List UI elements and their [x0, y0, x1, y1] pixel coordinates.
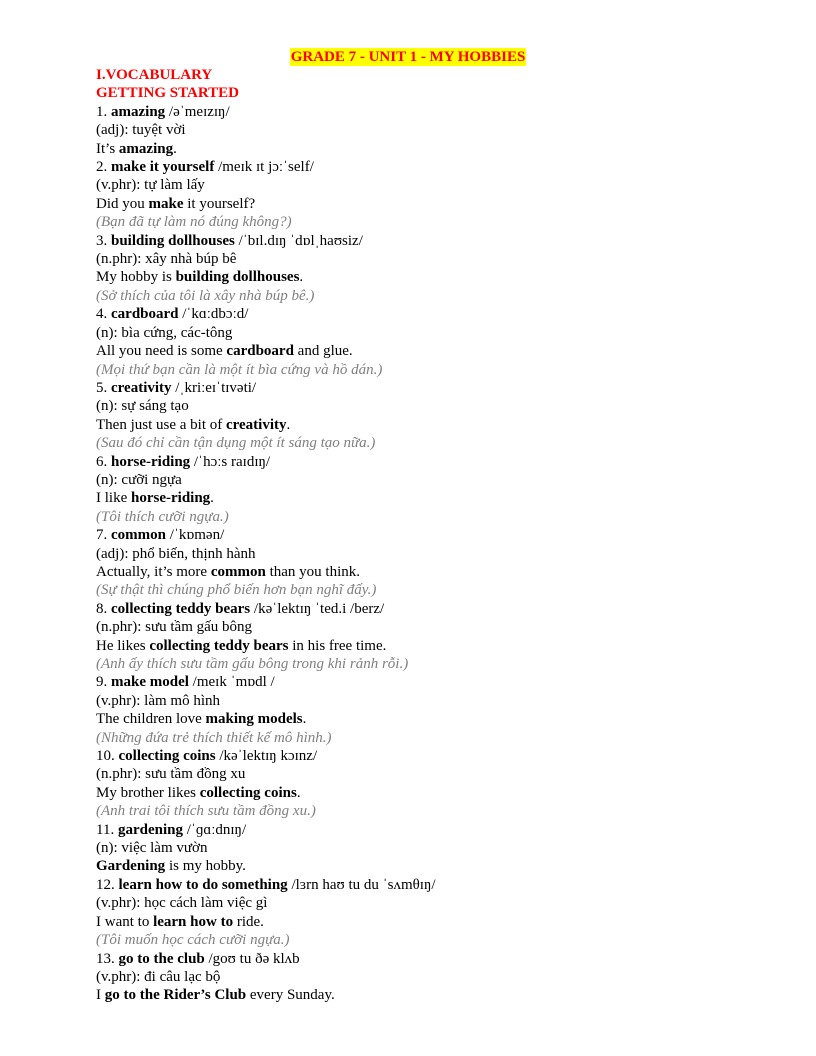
- vocab-ipa: /ˌkriːeɪˈtɪvəti/: [171, 379, 257, 396]
- example-text: I: [96, 987, 105, 1004]
- vocab-entry: [96, 747, 796, 821]
- vocab-entry: [96, 821, 796, 876]
- vocab-meaning: (n): sự sáng tạo: [96, 398, 189, 415]
- vocab-number: 1.: [96, 103, 111, 120]
- example-text: .: [286, 416, 291, 433]
- example-keyword: collecting coins: [199, 784, 297, 801]
- vocabulary-list: [96, 103, 796, 1005]
- vocab-headword-line: [96, 103, 796, 121]
- section-heading: I.VOCABULARY: [96, 67, 213, 83]
- vocab-meaning: (n): bìa cứng, các-tông: [96, 324, 233, 341]
- example-text: it yourself?: [183, 195, 256, 212]
- vocab-example: [96, 140, 796, 158]
- vocab-headword-line: [96, 876, 796, 894]
- vocab-ipa: /kəˈlektɪŋ kɔɪnz/: [215, 748, 318, 765]
- vocab-word: gardening: [117, 821, 183, 838]
- vocab-ipa: /lɜrn haʊ tu du ˈsʌmθɪŋ/: [287, 876, 436, 893]
- vocab-word: make it yourself: [111, 159, 215, 176]
- vocab-headword-line: [96, 526, 796, 544]
- vocab-meaning: (v.phr): tự làm lấy: [96, 177, 205, 194]
- example-text: Did you: [96, 195, 149, 212]
- vocab-headword-line: [96, 379, 796, 397]
- vocab-word: building dollhouses: [111, 232, 235, 249]
- vocab-word: collecting coins: [118, 748, 216, 765]
- vocab-translation: (Sự thật thì chúng phổ biến hơn bạn nghĩ đấy.): [96, 582, 377, 599]
- example-text: The children love: [96, 711, 206, 728]
- vocab-meaning: (v.phr): học cách làm việc gì: [96, 895, 268, 912]
- vocab-ipa: /əˈmeɪzɪŋ/: [165, 103, 230, 120]
- vocab-entry: [96, 305, 796, 379]
- example-keyword: learn how to: [153, 913, 234, 930]
- vocab-headword-line: [96, 305, 796, 323]
- vocab-number: 13.: [96, 950, 119, 967]
- vocab-entry: [96, 103, 796, 158]
- vocab-ipa: /goʊ tu ðə klʌb: [204, 950, 300, 967]
- vocab-word: cardboard: [111, 306, 179, 323]
- example-text: All you need is some: [96, 343, 227, 360]
- vocab-ipa: /ˈhɔːs raɪdɪŋ/: [190, 453, 271, 470]
- vocab-meaning: (n.phr): sưu tầm gấu bông: [96, 619, 253, 636]
- vocab-word: learn how to do something: [118, 876, 288, 893]
- vocab-meaning: (adj): tuyệt vời: [96, 122, 186, 139]
- vocab-headword-line: [96, 158, 796, 176]
- vocab-ipa: /meɪk ɪt jɔːˈself/: [214, 159, 314, 176]
- vocab-ipa: /meɪk ˈmɒdl /: [188, 674, 275, 691]
- vocab-meaning: (adj): phổ biến, thịnh hành: [96, 545, 256, 562]
- example-keyword: go to the Rider’s Club: [104, 987, 247, 1004]
- vocab-example: [96, 268, 796, 286]
- example-keyword: cardboard: [226, 343, 294, 360]
- example-keyword: make: [148, 195, 184, 212]
- vocab-number: 4.: [96, 306, 111, 323]
- vocab-example: [96, 986, 796, 1004]
- vocab-translation: (Sở thích của tôi là xây nhà búp bê.): [96, 287, 315, 304]
- example-keyword: common: [210, 563, 266, 580]
- vocab-entry: [96, 600, 796, 674]
- example-text: My brother likes: [96, 784, 200, 801]
- vocab-word: common: [111, 527, 166, 544]
- vocab-ipa: /ˈkɒmən/: [166, 527, 225, 544]
- vocab-headword-line: [96, 232, 796, 250]
- vocab-translation: (Sau đó chỉ cần tận dụng một ít sáng tạo nữa.): [96, 435, 376, 452]
- vocab-ipa: /ˈɡɑːdnɪŋ/: [182, 821, 247, 838]
- vocab-example: [96, 489, 796, 507]
- example-text: .: [302, 711, 307, 728]
- vocab-number: 6.: [96, 453, 111, 470]
- vocab-translation: (Tôi thích cưỡi ngựa.): [96, 508, 229, 525]
- vocab-example: [96, 195, 796, 213]
- example-text: Then just use a bit of: [96, 416, 226, 433]
- vocab-entry: [96, 232, 796, 306]
- example-text: .: [173, 140, 177, 157]
- example-text: I want to: [96, 913, 154, 930]
- example-text: is my hobby.: [165, 858, 246, 875]
- vocab-number: 12.: [96, 876, 119, 893]
- vocab-example: [96, 637, 796, 655]
- vocab-headword-line: [96, 950, 796, 968]
- vocabulary-content: [96, 66, 796, 1005]
- vocab-translation: (Anh trai tôi thích sưu tầm đồng xu.): [96, 803, 316, 820]
- example-keyword: horse-riding: [131, 490, 211, 507]
- vocab-entry: [96, 950, 796, 1005]
- vocab-headword-line: [96, 747, 796, 765]
- vocab-example: [96, 710, 796, 728]
- example-text: .: [296, 784, 301, 801]
- vocab-word: collecting teddy bears: [111, 600, 251, 617]
- vocab-example: [96, 913, 796, 931]
- vocab-headword-line: [96, 600, 796, 618]
- vocab-headword-line: [96, 453, 796, 471]
- example-text: He likes: [96, 637, 150, 654]
- vocab-translation: (Tôi muốn học cách cưỡi ngựa.): [96, 932, 290, 949]
- example-text: than you think.: [265, 563, 361, 580]
- vocab-entry: [96, 673, 796, 747]
- vocab-entry: [96, 453, 796, 527]
- vocab-number: 9.: [96, 674, 111, 691]
- subsection-heading: GETTING STARTED: [96, 85, 239, 102]
- vocab-headword-line: [96, 821, 796, 839]
- vocab-example: [96, 784, 796, 802]
- title-container: [0, 48, 816, 66]
- vocab-translation: (Mọi thứ bạn cần là một ít bìa cứng và hồ dán.): [96, 361, 383, 378]
- vocab-example: [96, 857, 796, 875]
- example-text: .: [299, 269, 304, 286]
- example-text: in his free time.: [288, 637, 387, 654]
- vocab-headword-line: [96, 673, 796, 691]
- page-title: GRADE 7 - UNIT 1 - MY HOBBIES: [290, 49, 526, 65]
- vocab-ipa: /ˈbɪl.dɪŋ ˈdɒlˌhaʊsiz/: [234, 232, 363, 249]
- example-text: ride.: [233, 913, 264, 930]
- vocab-translation: (Bạn đã tự làm nó đúng không?): [96, 214, 292, 231]
- example-text: Actually, it’s more: [96, 563, 211, 580]
- vocab-number: 5.: [96, 379, 111, 396]
- vocab-word: amazing: [111, 103, 166, 120]
- example-keyword: making models: [205, 711, 303, 728]
- vocab-number: 10.: [96, 748, 119, 765]
- vocab-entry: [96, 379, 796, 453]
- vocab-ipa: /kəˈlektɪŋ ˈted.i /berz/: [250, 600, 385, 617]
- example-keyword: collecting teddy bears: [149, 637, 289, 654]
- vocab-number: 3.: [96, 232, 111, 249]
- vocab-meaning: (v.phr): đi câu lạc bộ: [96, 968, 221, 985]
- vocab-number: 8.: [96, 600, 111, 617]
- example-text: .: [210, 490, 214, 507]
- example-keyword: amazing: [118, 140, 174, 157]
- vocab-meaning: (n): cưỡi ngựa: [96, 471, 182, 488]
- vocab-translation: (Anh ấy thích sưu tầm gấu bông trong khi rảnh rỗi.): [96, 656, 409, 672]
- vocab-word: creativity: [111, 379, 172, 396]
- vocab-translation: (Những đứa trẻ thích thiết kế mô hình.): [96, 729, 332, 746]
- vocab-entry: [96, 876, 796, 950]
- vocab-word: make model: [111, 674, 189, 691]
- vocab-example: [96, 563, 796, 581]
- example-text: I like: [96, 490, 131, 507]
- vocab-entry: [96, 526, 796, 600]
- example-keyword: creativity: [225, 416, 287, 433]
- example-keyword: Gardening: [96, 858, 166, 875]
- vocab-meaning: (n.phr): xây nhà búp bê: [96, 251, 237, 268]
- vocab-meaning: (n): việc làm vườn: [96, 840, 208, 857]
- vocab-word: go to the club: [118, 950, 205, 967]
- vocab-number: 7.: [96, 527, 111, 544]
- example-keyword: building dollhouses: [175, 269, 300, 286]
- vocab-example: [96, 342, 796, 360]
- vocab-entry: [96, 158, 796, 232]
- vocab-word: horse-riding: [111, 453, 191, 470]
- vocab-example: [96, 416, 796, 434]
- vocab-ipa: /ˈkɑːdbɔːd/: [178, 306, 249, 323]
- example-text: and glue.: [293, 343, 353, 360]
- example-text: It’s: [96, 140, 119, 157]
- vocab-meaning: (n.phr): sưu tầm đồng xu: [96, 766, 246, 783]
- vocab-number: 11.: [96, 821, 118, 838]
- example-text: My hobby is: [96, 269, 176, 286]
- vocab-meaning: (v.phr): làm mô hình: [96, 692, 221, 709]
- example-text: every Sunday.: [246, 987, 335, 1004]
- vocab-number: 2.: [96, 159, 111, 176]
